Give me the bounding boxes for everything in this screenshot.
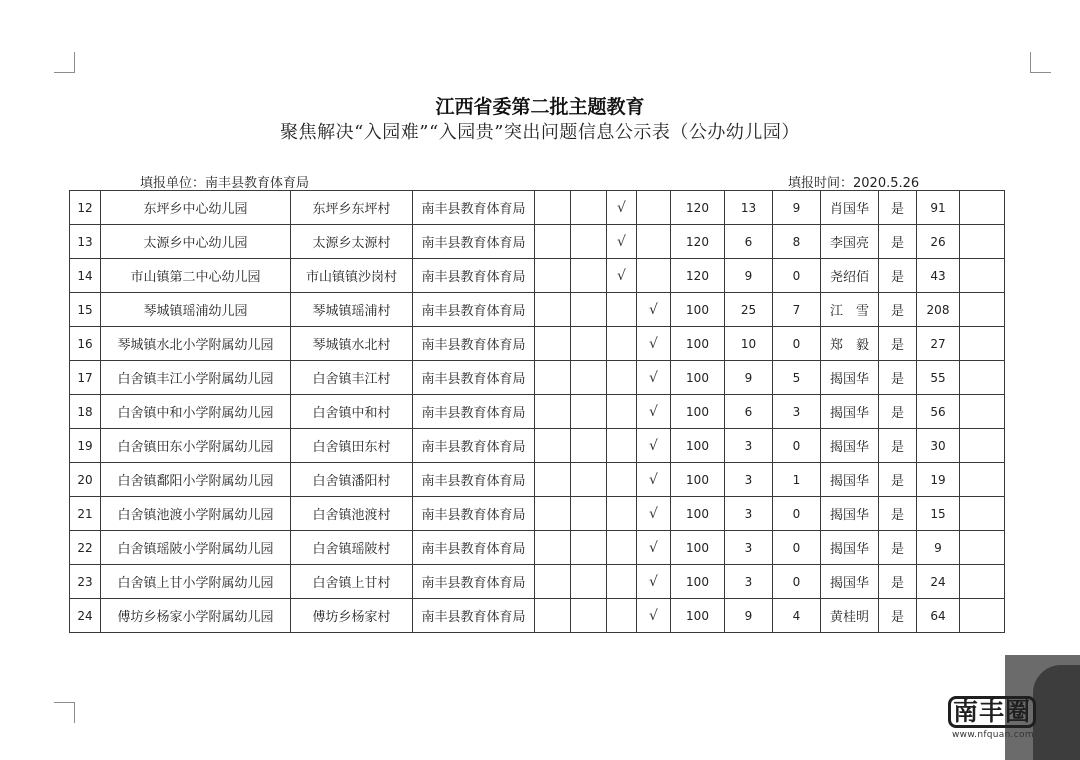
- cell-blank: [960, 361, 1005, 395]
- cell-check-4: √: [637, 361, 671, 395]
- cell-count: 91: [917, 191, 960, 225]
- cell-check-2: [571, 327, 607, 361]
- cell-address: 白舍镇丰江村: [291, 361, 413, 395]
- cell-address: 琴城镇瑶浦村: [291, 293, 413, 327]
- cell-check-3: [607, 497, 637, 531]
- cell-capacity: 100: [671, 497, 725, 531]
- cell-value-1: 3: [725, 463, 773, 497]
- cell-department: 南丰县教育体育局: [413, 361, 535, 395]
- cell-value-1: 25: [725, 293, 773, 327]
- cell-number: 18: [70, 395, 101, 429]
- cell-value-1: 9: [725, 599, 773, 633]
- cell-check-2: [571, 259, 607, 293]
- cell-yes: 是: [879, 225, 917, 259]
- cell-check-2: [571, 429, 607, 463]
- table-row: [70, 191, 1005, 225]
- cell-check-3: [607, 293, 637, 327]
- crop-mark-bottom-left: [54, 702, 75, 723]
- cell-value-1: 6: [725, 395, 773, 429]
- cell-number: 23: [70, 565, 101, 599]
- table-row: [70, 293, 1005, 327]
- cell-yes: 是: [879, 259, 917, 293]
- cell-blank: [960, 463, 1005, 497]
- cell-address: 琴城镇水北村: [291, 327, 413, 361]
- cell-capacity: 100: [671, 599, 725, 633]
- cell-check-3: [607, 361, 637, 395]
- cell-kindergarten-name: 白舍镇上甘小学附属幼儿园: [101, 565, 291, 599]
- cell-person: 黄桂明: [821, 599, 879, 633]
- cell-person: 揭国华: [821, 565, 879, 599]
- watermark-brand: [948, 696, 1080, 728]
- cell-check-1: [535, 599, 571, 633]
- cell-check-3: [607, 395, 637, 429]
- cell-yes: 是: [879, 531, 917, 565]
- cell-check-1: [535, 225, 571, 259]
- cell-count: 27: [917, 327, 960, 361]
- cell-check-4: √: [637, 599, 671, 633]
- cell-number: 16: [70, 327, 101, 361]
- cell-kindergarten-name: 白舍镇瑶陂小学附属幼儿园: [101, 531, 291, 565]
- cell-person: 揭国华: [821, 429, 879, 463]
- crop-mark-top-right: [1030, 52, 1051, 73]
- cell-number: 20: [70, 463, 101, 497]
- cell-kindergarten-name: 东坪乡中心幼儿园: [101, 191, 291, 225]
- cell-kindergarten-name: 市山镇第二中心幼儿园: [101, 259, 291, 293]
- cell-department: 南丰县教育体育局: [413, 259, 535, 293]
- cell-check-2: [571, 463, 607, 497]
- cell-value-2: 0: [773, 429, 821, 463]
- cell-value-2: 8: [773, 225, 821, 259]
- cell-check-1: [535, 293, 571, 327]
- cell-count: 26: [917, 225, 960, 259]
- cell-yes: 是: [879, 293, 917, 327]
- reporting-date: 填报时间：2020.5.26: [788, 176, 920, 191]
- cell-value-2: 0: [773, 259, 821, 293]
- cell-count: 55: [917, 361, 960, 395]
- cell-value-2: 3: [773, 395, 821, 429]
- cell-address: 白舍镇上甘村: [291, 565, 413, 599]
- cell-address: 傅坊乡杨家村: [291, 599, 413, 633]
- cell-check-2: [571, 599, 607, 633]
- cell-person: 尧绍佰: [821, 259, 879, 293]
- cell-check-4: √: [637, 395, 671, 429]
- cell-check-1: [535, 497, 571, 531]
- cell-yes: 是: [879, 497, 917, 531]
- cell-check-4: √: [637, 293, 671, 327]
- cell-check-1: [535, 429, 571, 463]
- table-row: [70, 463, 1005, 497]
- cell-check-4: [637, 225, 671, 259]
- cell-kindergarten-name: 琴城镇水北小学附属幼儿园: [101, 327, 291, 361]
- cell-kindergarten-name: 白舍镇田东小学附属幼儿园: [101, 429, 291, 463]
- cell-value-1: 6: [725, 225, 773, 259]
- cell-value-1: 3: [725, 565, 773, 599]
- table-row: [70, 497, 1005, 531]
- cell-department: 南丰县教育体育局: [413, 429, 535, 463]
- table-row: [70, 225, 1005, 259]
- cell-number: 12: [70, 191, 101, 225]
- cell-number: 19: [70, 429, 101, 463]
- cell-capacity: 100: [671, 531, 725, 565]
- cell-department: 南丰县教育体育局: [413, 599, 535, 633]
- cell-blank: [960, 225, 1005, 259]
- table-row: [70, 429, 1005, 463]
- cell-check-2: [571, 361, 607, 395]
- cell-check-3: [607, 429, 637, 463]
- cell-capacity: 120: [671, 191, 725, 225]
- cell-number: 17: [70, 361, 101, 395]
- cell-department: 南丰县教育体育局: [413, 395, 535, 429]
- cell-address: 白舍镇中和村: [291, 395, 413, 429]
- table-row: [70, 599, 1005, 633]
- brand-text: 南丰圈: [948, 696, 1036, 728]
- cell-capacity: 100: [671, 327, 725, 361]
- cell-check-1: [535, 565, 571, 599]
- cell-check-4: √: [637, 531, 671, 565]
- cell-person: 肖国华: [821, 191, 879, 225]
- table-body: [70, 191, 1005, 633]
- cell-blank: [960, 429, 1005, 463]
- cell-value-2: 1: [773, 463, 821, 497]
- table-row: [70, 259, 1005, 293]
- cell-value-2: 0: [773, 565, 821, 599]
- cell-kindergarten-name: 琴城镇瑶浦幼儿园: [101, 293, 291, 327]
- cell-check-2: [571, 225, 607, 259]
- cell-address: 白舍镇池渡村: [291, 497, 413, 531]
- cell-department: 南丰县教育体育局: [413, 225, 535, 259]
- cell-address: 东坪乡东坪村: [291, 191, 413, 225]
- cell-kindergarten-name: 太源乡中心幼儿园: [101, 225, 291, 259]
- cell-number: 24: [70, 599, 101, 633]
- cell-person: 江 雪: [821, 293, 879, 327]
- cell-check-3: [607, 463, 637, 497]
- cell-check-4: √: [637, 429, 671, 463]
- cell-number: 21: [70, 497, 101, 531]
- cell-check-1: [535, 361, 571, 395]
- cell-value-1: 10: [725, 327, 773, 361]
- cell-check-1: [535, 191, 571, 225]
- cell-check-3: [607, 565, 637, 599]
- cell-blank: [960, 395, 1005, 429]
- cell-capacity: 100: [671, 565, 725, 599]
- watermark-url: www.nfquan.com: [952, 730, 1034, 740]
- table-row: [70, 395, 1005, 429]
- cell-kindergarten-name: 白舍镇丰江小学附属幼儿园: [101, 361, 291, 395]
- cell-blank: [960, 565, 1005, 599]
- cell-value-2: 7: [773, 293, 821, 327]
- cell-person: 郑 毅: [821, 327, 879, 361]
- cell-kindergarten-name: 白舍镇池渡小学附属幼儿园: [101, 497, 291, 531]
- cell-check-2: [571, 191, 607, 225]
- cell-person: 揭国华: [821, 463, 879, 497]
- cell-value-2: 4: [773, 599, 821, 633]
- crop-mark-top-left: [54, 52, 75, 73]
- cell-check-1: [535, 259, 571, 293]
- cell-check-4: √: [637, 497, 671, 531]
- cell-address: 太源乡太源村: [291, 225, 413, 259]
- cell-check-3: [607, 599, 637, 633]
- cell-value-1: 9: [725, 259, 773, 293]
- cell-check-3: √: [607, 225, 637, 259]
- cell-blank: [960, 497, 1005, 531]
- cell-check-4: √: [637, 565, 671, 599]
- cell-person: 揭国华: [821, 395, 879, 429]
- cell-person: 揭国华: [821, 497, 879, 531]
- cell-address: 白舍镇瑶陂村: [291, 531, 413, 565]
- cell-yes: 是: [879, 565, 917, 599]
- cell-department: 南丰县教育体育局: [413, 293, 535, 327]
- cell-blank: [960, 191, 1005, 225]
- cell-capacity: 100: [671, 429, 725, 463]
- document-title: 江西省委第二批主题教育: [435, 96, 645, 118]
- cell-check-2: [571, 497, 607, 531]
- reporting-unit: 填报单位：南丰县教育体育局: [140, 176, 310, 191]
- cell-value-2: 0: [773, 531, 821, 565]
- cell-check-3: √: [607, 259, 637, 293]
- cell-check-4: √: [637, 327, 671, 361]
- cell-check-3: [607, 327, 637, 361]
- cell-yes: 是: [879, 327, 917, 361]
- cell-department: 南丰县教育体育局: [413, 463, 535, 497]
- cell-address: 白舍镇潘阳村: [291, 463, 413, 497]
- cell-check-1: [535, 463, 571, 497]
- cell-kindergarten-name: 白舍镇鄱阳小学附属幼儿园: [101, 463, 291, 497]
- cell-department: 南丰县教育体育局: [413, 565, 535, 599]
- cell-check-4: [637, 191, 671, 225]
- cell-number: 14: [70, 259, 101, 293]
- cell-capacity: 120: [671, 225, 725, 259]
- cell-value-1: 3: [725, 531, 773, 565]
- cell-person: 李国亮: [821, 225, 879, 259]
- cell-yes: 是: [879, 395, 917, 429]
- table-row: [70, 531, 1005, 565]
- table-row: [70, 565, 1005, 599]
- cell-blank: [960, 327, 1005, 361]
- cell-value-2: 9: [773, 191, 821, 225]
- table-row: [70, 361, 1005, 395]
- cell-blank: [960, 259, 1005, 293]
- cell-count: 19: [917, 463, 960, 497]
- cell-check-2: [571, 531, 607, 565]
- table-row: [70, 327, 1005, 361]
- cell-person: 揭国华: [821, 531, 879, 565]
- cell-check-2: [571, 395, 607, 429]
- cell-count: 43: [917, 259, 960, 293]
- cell-yes: 是: [879, 361, 917, 395]
- kindergarten-table: [69, 190, 1005, 633]
- cell-blank: [960, 531, 1005, 565]
- cell-address: 白舍镇田东村: [291, 429, 413, 463]
- cell-kindergarten-name: 白舍镇中和小学附属幼儿园: [101, 395, 291, 429]
- cell-count: 64: [917, 599, 960, 633]
- cell-check-2: [571, 565, 607, 599]
- cell-person: 揭国华: [821, 361, 879, 395]
- cell-value-2: 0: [773, 327, 821, 361]
- cell-value-1: 3: [725, 497, 773, 531]
- cell-check-4: √: [637, 463, 671, 497]
- cell-capacity: 100: [671, 361, 725, 395]
- cell-yes: 是: [879, 599, 917, 633]
- cell-department: 南丰县教育体育局: [413, 191, 535, 225]
- cell-capacity: 100: [671, 395, 725, 429]
- cell-count: 24: [917, 565, 960, 599]
- cell-capacity: 100: [671, 463, 725, 497]
- cell-check-2: [571, 293, 607, 327]
- cell-value-2: 0: [773, 497, 821, 531]
- cell-yes: 是: [879, 429, 917, 463]
- cell-value-1: 13: [725, 191, 773, 225]
- cell-capacity: 120: [671, 259, 725, 293]
- cell-count: 15: [917, 497, 960, 531]
- cell-count: 208: [917, 293, 960, 327]
- cell-check-1: [535, 531, 571, 565]
- cell-value-2: 5: [773, 361, 821, 395]
- cell-count: 9: [917, 531, 960, 565]
- cell-department: 南丰县教育体育局: [413, 531, 535, 565]
- cell-capacity: 100: [671, 293, 725, 327]
- cell-check-1: [535, 395, 571, 429]
- cell-check-4: [637, 259, 671, 293]
- cell-blank: [960, 293, 1005, 327]
- cell-number: 15: [70, 293, 101, 327]
- cell-check-1: [535, 327, 571, 361]
- cell-yes: 是: [879, 463, 917, 497]
- cell-department: 南丰县教育体育局: [413, 497, 535, 531]
- cell-kindergarten-name: 傅坊乡杨家小学附属幼儿园: [101, 599, 291, 633]
- cell-count: 30: [917, 429, 960, 463]
- cell-yes: 是: [879, 191, 917, 225]
- cell-address: 市山镇镇沙岗村: [291, 259, 413, 293]
- cell-value-1: 3: [725, 429, 773, 463]
- cell-number: 22: [70, 531, 101, 565]
- cell-check-3: √: [607, 191, 637, 225]
- cell-check-3: [607, 531, 637, 565]
- cell-count: 56: [917, 395, 960, 429]
- cell-number: 13: [70, 225, 101, 259]
- cell-value-1: 9: [725, 361, 773, 395]
- cell-blank: [960, 599, 1005, 633]
- document-subtitle: 聚焦解决“入园难”“入园贵”突出问题信息公示表（公办幼儿园）: [280, 122, 800, 143]
- cell-department: 南丰县教育体育局: [413, 327, 535, 361]
